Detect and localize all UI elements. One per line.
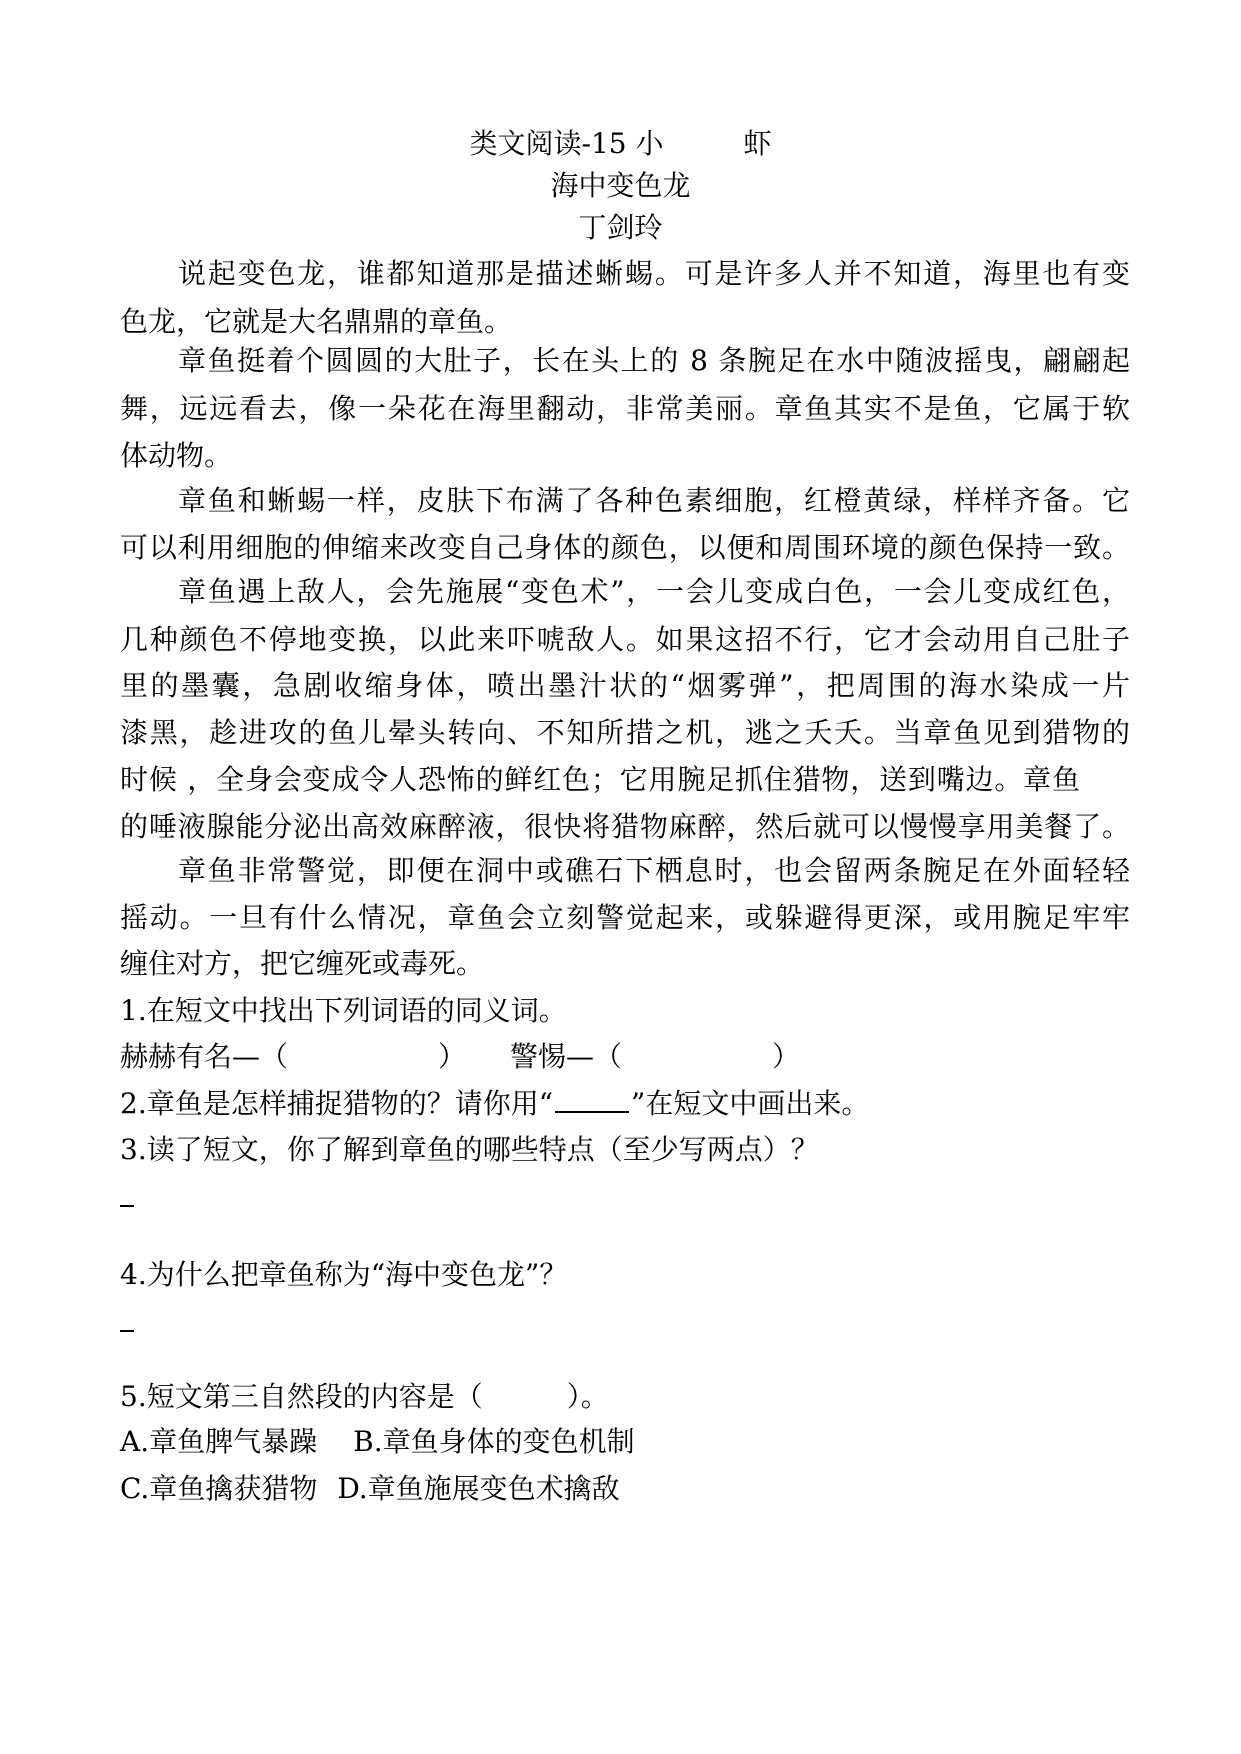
question-2 xyxy=(120,1084,1130,1124)
worksheet-title xyxy=(0,124,1241,164)
q1-item1-label: 赫赫有名—（ xyxy=(120,1040,289,1073)
paragraph-5-line-2: 摇动。一旦有什么情况，章鱼会立刻警觉起来，或躲避得更深，或用腕足牢牢 xyxy=(120,901,1130,934)
paragraph-3-line-2: 可以利用细胞的伸缩来改变自己身体的颜色，以便和周围环境的颜色保持一致。 xyxy=(120,531,1130,564)
q2-underline-sample xyxy=(555,1089,629,1113)
author-name: 丁剑玲 xyxy=(578,211,663,244)
paragraph-4-line-3: 里的墨囊，急剧收缩身体，喷出墨汁状的“烟雾弹”，把周围的海水染成一片 xyxy=(120,669,1130,702)
q5-option-c[interactable]: C.章鱼擒获猎物 xyxy=(120,1472,318,1505)
worksheet-title-part1: 类文阅读-15 小 xyxy=(469,127,664,160)
paragraph-3-line-1: 章鱼和蜥蜴一样，皮肤下布满了各种色素细胞，红橙黄绿，样样齐备。它 xyxy=(178,484,1130,517)
paragraph-4-line-6: 的唾液腺能分泌出高效麻醉液，很快将猎物麻醉，然后就可以慢慢享用美餐了。 xyxy=(120,810,1130,843)
paragraph-4-line-5: 时候 ，全身会变成令人恐怖的鲜红色；它用腕足抓住猎物，送到嘴边。章鱼 xyxy=(120,763,1080,796)
paragraph-5-line-3: 缠住对方，把它缠死或毒死。 xyxy=(120,947,485,980)
worksheet-title-part2: 虾 xyxy=(743,127,772,160)
question-5-options-row-2 xyxy=(120,1469,1130,1509)
paragraph-4-line-4: 漆黑，趁进攻的鱼儿晕头转向、不知所措之机，逃之夭夭。当章鱼见到猎物的 xyxy=(120,716,1130,749)
q5-option-a[interactable]: A.章鱼脾气暴躁 xyxy=(120,1425,318,1458)
q5-option-b[interactable]: B.章鱼身体的变色机制 xyxy=(353,1425,635,1458)
paragraph-4-line-1: 章鱼遇上敌人，会先施展“变色术”，一会儿变成白色，一会儿变成红色， xyxy=(178,575,1130,608)
question-3: 3.读了短文，你了解到章鱼的哪些特点（至少写两点）？ xyxy=(120,1133,819,1166)
passage-title: 海中变色龙 xyxy=(550,169,691,202)
paragraph-2-line-2: 舞，远远看去，像一朵花在海里翻动，非常美丽。章鱼其实不是鱼，它属于软 xyxy=(120,392,1130,425)
question-4: 4.为什么把章鱼称为“海中变色龙”？ xyxy=(120,1258,568,1291)
question-5-options-row-1 xyxy=(120,1422,1130,1462)
q1-item2-close: ） xyxy=(772,1040,801,1073)
q5-option-d[interactable]: D.章鱼施展变色术擒敌 xyxy=(337,1472,620,1505)
paragraph-2-line-3: 体动物。 xyxy=(120,439,233,472)
q1-item2-label: 警惕—（ xyxy=(510,1040,623,1073)
question-5: 5.短文第三自然段的内容是（ ）。 xyxy=(120,1380,609,1413)
paragraph-5-line-1: 章鱼非常警觉，即便在洞中或礁石下栖息时，也会留两条腕足在外面轻轻 xyxy=(178,854,1130,887)
q2-text-after: ”在短文中画出来。 xyxy=(631,1087,870,1120)
q4-answer-line[interactable] xyxy=(120,1330,134,1332)
q2-text-before: 2.章鱼是怎样捕捉猎物的？请你用“ xyxy=(120,1087,554,1120)
q1-item1-close: ） xyxy=(438,1040,467,1073)
q3-answer-line[interactable] xyxy=(120,1205,134,1207)
paragraph-1-line-1: 说起变色龙，谁都知道那是描述蜥蜴。可是许多人并不知道，海里也有变 xyxy=(178,257,1130,290)
paragraph-1-line-2: 色龙，它就是大名鼎鼎的章鱼。 xyxy=(120,305,513,338)
paragraph-4-line-2: 几种颜色不停地变换，以此来吓唬敌人。如果这招不行，它才会动用自己肚子 xyxy=(120,623,1130,656)
paragraph-2-line-1: 章鱼挺着个圆圆的大肚子，长在头上的 8 条腕足在水中随波摇曳，翩翩起 xyxy=(178,344,1130,377)
question-1-answer-row xyxy=(120,1037,1130,1077)
question-1: 1.在短文中找出下列词语的同义词。 xyxy=(120,994,567,1027)
